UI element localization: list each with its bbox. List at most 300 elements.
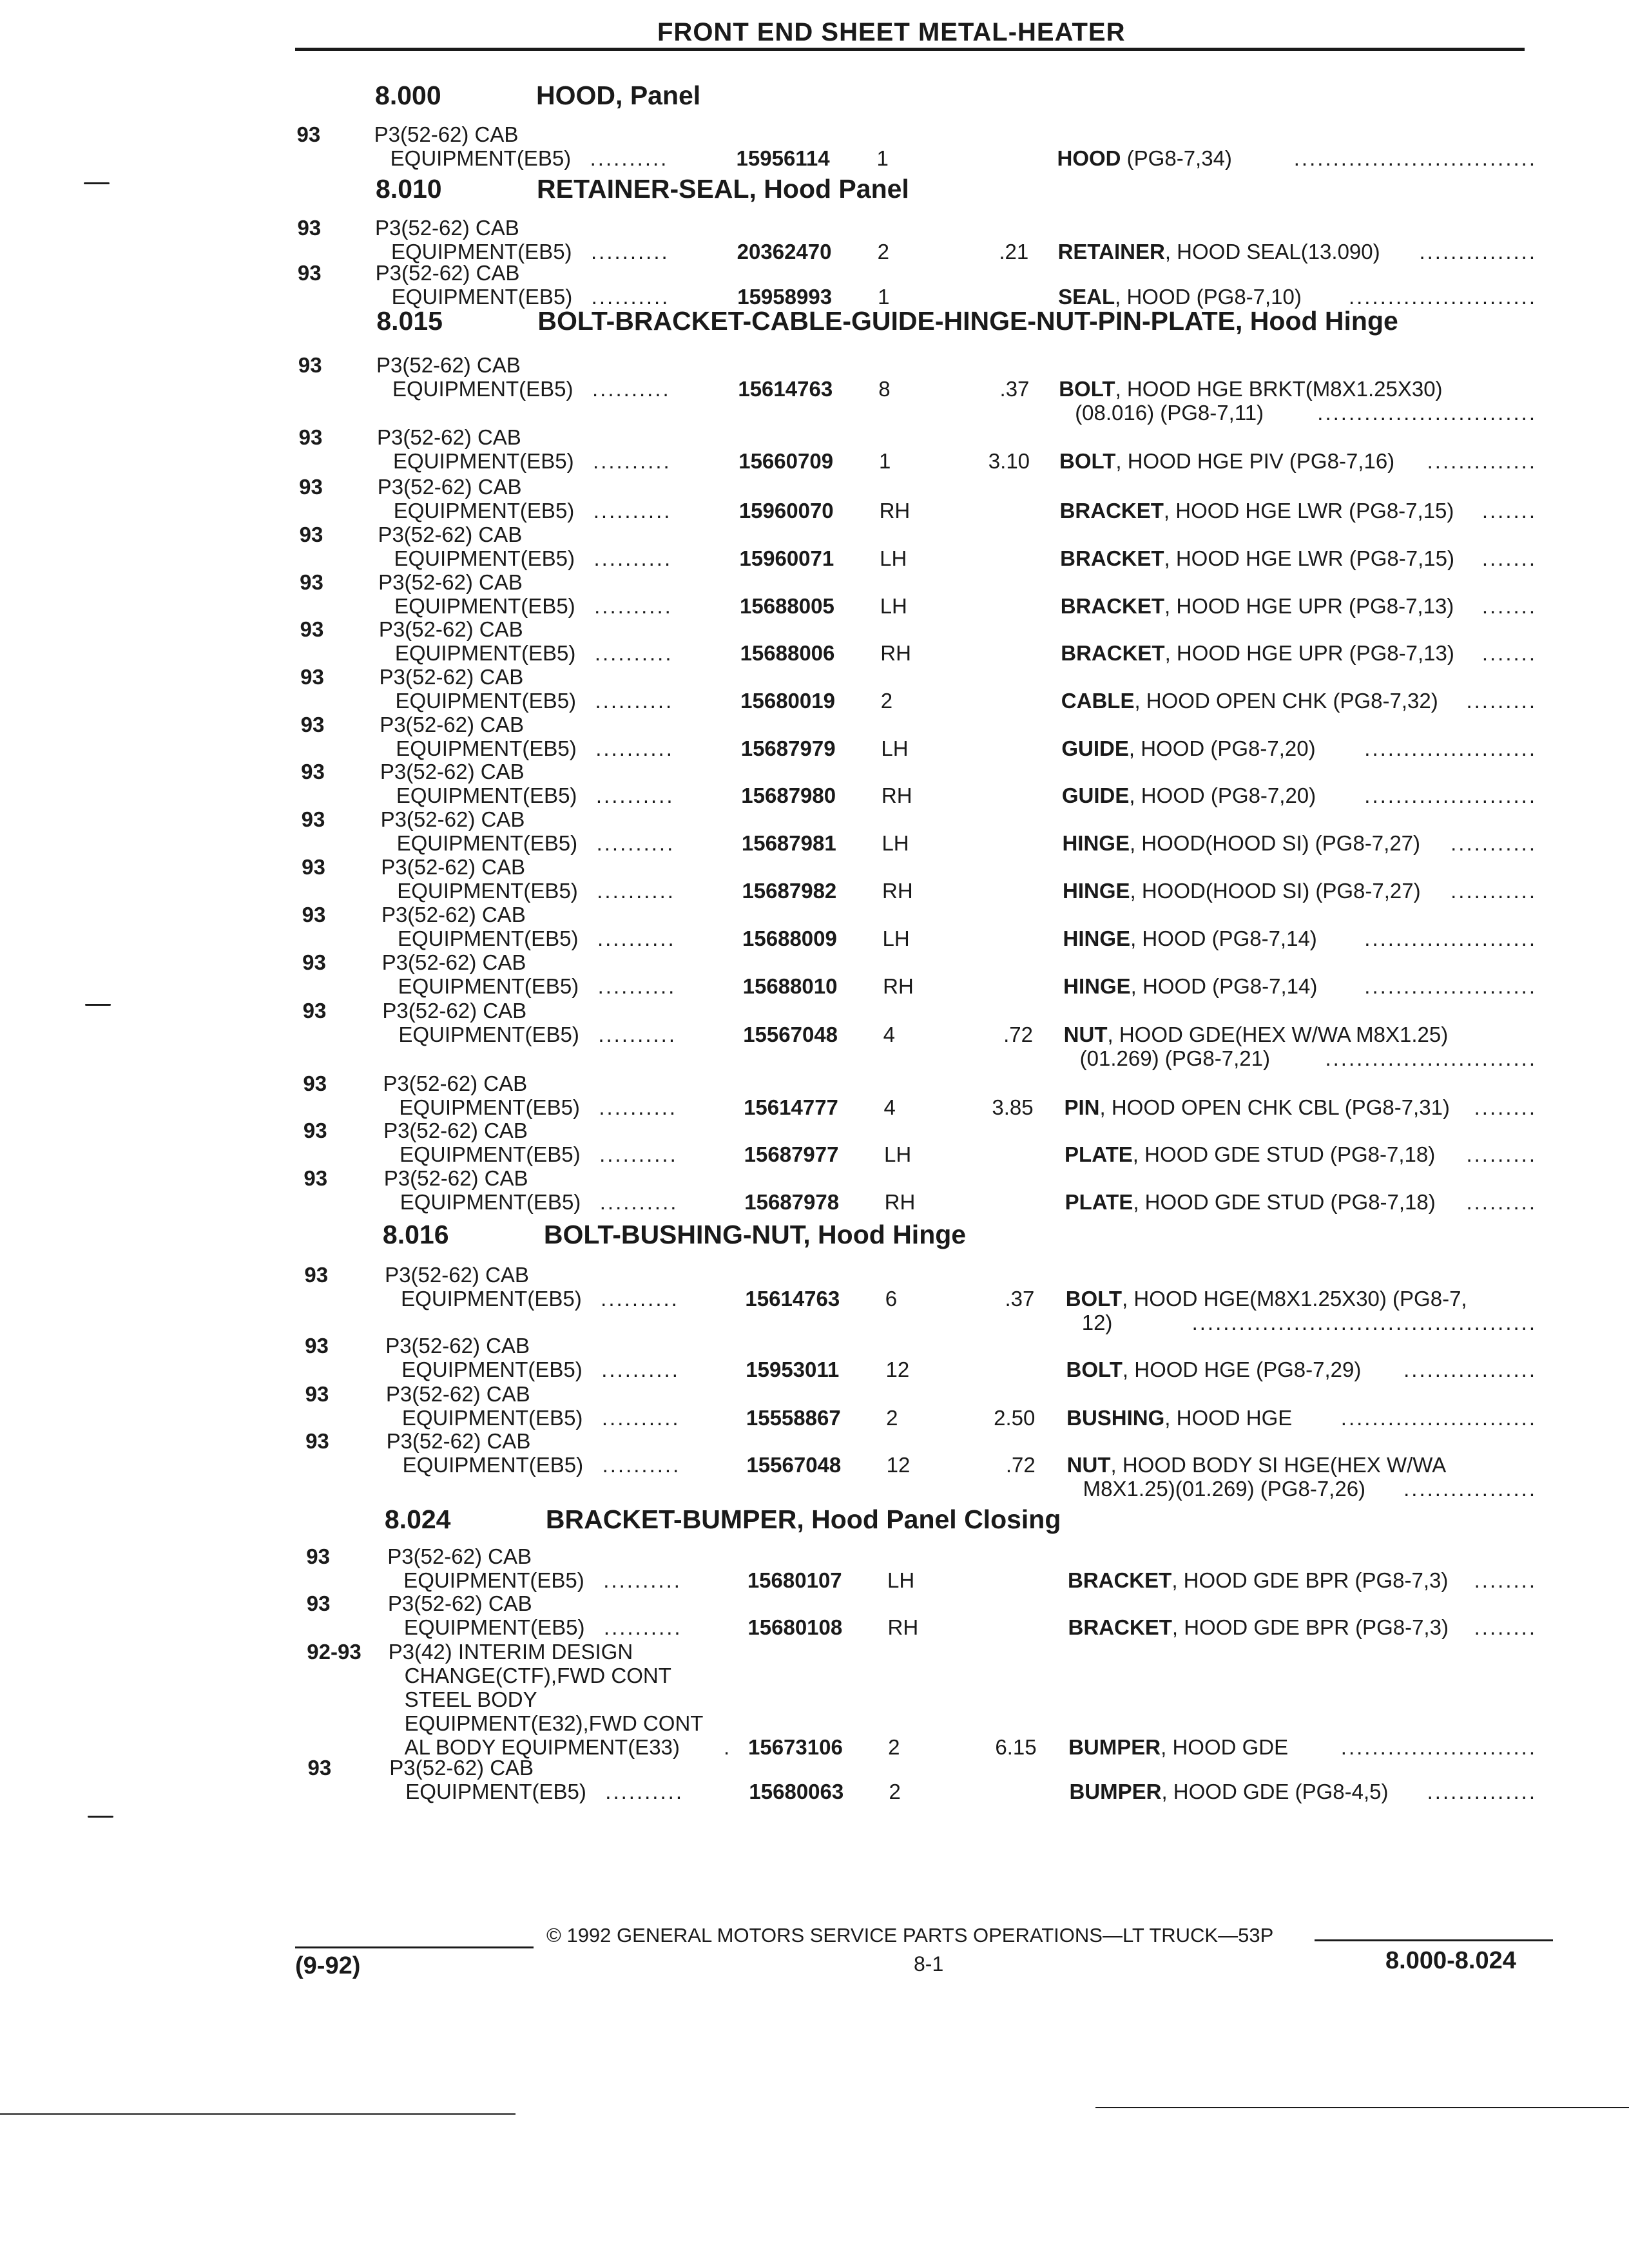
part-row: [0, 475, 1629, 529]
part-number: 15567048: [746, 1453, 842, 1477]
part-number: 15956114: [736, 146, 830, 170]
part-number: 15680108: [747, 1615, 843, 1639]
part-number: 15953011: [746, 1358, 840, 1381]
part-row: [0, 903, 1629, 957]
section-number: 8.024: [384, 1504, 451, 1534]
application-line-1: P3(52-62) CAB: [385, 1334, 530, 1358]
part-description: [1060, 499, 1454, 523]
model-year: 93: [302, 855, 325, 879]
part-detail: , HOOD(HOOD SI) (PG8-7,27): [1130, 879, 1421, 903]
section-name: BRACKET-BUMPER, Hood Panel Closing: [545, 1504, 1061, 1534]
leader-dots: ...........: [1451, 831, 1537, 855]
application-line-2: EQUIPMENT(EB5): [394, 594, 575, 618]
part-row: [0, 425, 1629, 479]
section-number: 8.015: [376, 306, 443, 336]
part-detail: , HOOD GDE BPR (PG8-7,3): [1171, 1568, 1449, 1592]
application-line-2: EQUIPMENT(EB5): [403, 1615, 585, 1639]
application-line-2: EQUIPMENT(EB5): [401, 1287, 582, 1311]
part-description: [1061, 736, 1315, 761]
part-description: [1062, 831, 1420, 856]
quantity: 2: [877, 240, 889, 264]
part-name: BRACKET: [1060, 594, 1165, 618]
unit-price: .37: [999, 377, 1030, 401]
part-detail: , HOOD HGE (PG8-7,29): [1122, 1358, 1362, 1381]
part-description: [1066, 1358, 1362, 1382]
part-detail: , HOOD HGE: [1164, 1406, 1293, 1430]
quantity: RH: [883, 974, 914, 998]
footer-rule-left: [295, 1946, 534, 1948]
application-line-2: EQUIPMENT(EB5): [396, 783, 577, 807]
application-line-1: P3(52-62) CAB: [375, 216, 519, 240]
quantity: 2: [886, 1406, 898, 1430]
leader-dots: ..........: [605, 1780, 684, 1803]
footer-date: (9-92): [295, 1952, 361, 1979]
part-number: 15687978: [744, 1190, 840, 1214]
footer-rule-right: [1315, 1939, 1553, 1941]
part-name: PIN: [1064, 1095, 1100, 1119]
application-line-1: P3(52-62) CAB: [386, 1429, 531, 1453]
part-row: [0, 1263, 1629, 1334]
application-line-2: EQUIPMENT(EB5): [391, 285, 573, 309]
part-detail: , HOOD OPEN CHK (PG8-7,32): [1134, 689, 1438, 713]
quantity: RH: [879, 499, 911, 523]
part-name: HINGE: [1063, 974, 1131, 998]
model-year: 92-93: [307, 1640, 361, 1664]
part-description: [1068, 1615, 1449, 1640]
application-line-1: P3(52-62) CAB: [378, 570, 523, 594]
leader-dots: ..........: [595, 783, 675, 807]
part-name: BRACKET: [1061, 641, 1165, 665]
quantity: LH: [882, 927, 910, 950]
part-detail: , HOOD HGE UPR (PG8-7,13): [1164, 594, 1454, 618]
part-description: [1067, 1453, 1447, 1477]
part-detail: , HOOD GDE (PG8-4,5): [1161, 1780, 1389, 1803]
application-line-1: P3(52-62) CAB: [380, 760, 525, 783]
part-row: [0, 1166, 1629, 1220]
application-line-1: P3(52-62) CAB: [381, 950, 526, 974]
section-number: 8.016: [382, 1220, 449, 1249]
part-number: 15958993: [737, 285, 833, 309]
part-number: 15688006: [740, 641, 835, 665]
part-number: 15680107: [747, 1568, 842, 1592]
application-line-2: EQUIPMENT(EB5): [396, 831, 578, 855]
part-row: [0, 665, 1629, 719]
part-detail: , HOOD HGE LWR (PG8-7,15): [1164, 546, 1454, 570]
part-description: [1060, 546, 1454, 571]
leader-dots: ..........: [602, 1453, 681, 1477]
model-year: 93: [306, 1544, 330, 1568]
model-year: 93: [299, 523, 323, 546]
quantity: RH: [880, 641, 911, 665]
quantity: 2: [888, 1735, 900, 1759]
leader-dots: .......: [1481, 641, 1537, 665]
application-line-2: EQUIPMENT(EB5): [397, 927, 579, 950]
leader-dots: ..........: [590, 146, 669, 170]
application-line-1: P3(52-62) CAB: [380, 807, 525, 831]
part-name: HINGE: [1063, 879, 1130, 903]
application-line-1: P3(52-62) CAB: [378, 617, 523, 641]
leader-dots: ..........: [593, 449, 671, 473]
part-number: 15680019: [740, 689, 835, 713]
leader-dots: ..........: [601, 1287, 679, 1311]
quantity: RH: [881, 783, 912, 807]
part-description: [1059, 377, 1442, 401]
model-year: 93: [304, 1166, 328, 1190]
part-detail: , HOOD HGE(M8X1.25X30) (PG8-7,: [1122, 1287, 1467, 1311]
quantity: LH: [880, 594, 907, 618]
part-name: BUMPER: [1068, 1735, 1161, 1759]
quantity: LH: [882, 831, 909, 855]
quantity: 1: [876, 146, 889, 170]
part-description: [1063, 974, 1317, 999]
application-line-2: EQUIPMENT(EB5): [400, 1190, 581, 1214]
application-line-2: EQUIPMENT(EB5): [395, 689, 577, 713]
application-line-1: P3(52-62) CAB: [383, 1072, 528, 1095]
quantity: RH: [887, 1615, 919, 1639]
part-name: SEAL: [1058, 285, 1115, 309]
leader-dots: ...............: [1419, 240, 1537, 264]
model-year: 93: [299, 475, 323, 499]
part-description: [1066, 1287, 1467, 1311]
leader-dots: ..........: [595, 736, 674, 760]
model-year: 93: [305, 1334, 329, 1358]
section-name: BOLT-BRACKET-CABLE-GUIDE-HINGE-NUT-PIN-PLATE, Hood Hinge: [537, 306, 1398, 336]
part-description: [1059, 449, 1394, 474]
part-name: BUSHING: [1066, 1406, 1165, 1430]
part-number: 15567048: [743, 1023, 838, 1046]
part-name: RETAINER: [1057, 240, 1165, 264]
section-name: RETAINER-SEAL, Hood Panel: [537, 174, 909, 204]
part-description: [1062, 783, 1316, 808]
leader-dots: .......: [1481, 499, 1537, 523]
part-row: [0, 1591, 1629, 1646]
application-line-1: P3(52-62) CAB: [375, 261, 520, 285]
part-description: [1066, 1406, 1292, 1430]
part-number: 15614763: [738, 377, 833, 401]
model-year: 93: [303, 1119, 327, 1142]
model-year: 93: [304, 1263, 329, 1287]
application-line-1: P3(52-62) CAB: [385, 1263, 529, 1287]
leader-dots: .................: [1403, 1358, 1537, 1381]
part-detail: , HOOD OPEN CHK CBL (PG8-7,31): [1099, 1095, 1450, 1119]
part-name: HINGE: [1062, 831, 1130, 855]
part-number: 15688010: [742, 974, 838, 998]
leader-dots: ......................: [1364, 927, 1537, 950]
part-row: [0, 1544, 1629, 1599]
unit-price: .37: [1005, 1287, 1035, 1311]
part-description: [1061, 641, 1454, 666]
application-line-1: P3(52-62) CAB: [374, 122, 519, 146]
leader-dots: ...............................: [1293, 146, 1537, 170]
leader-dots: .........................: [1340, 1406, 1537, 1430]
model-year: 93: [303, 1072, 327, 1095]
model-year: 93: [297, 261, 322, 285]
part-detail: , HOOD BODY SI HGE(HEX W/WA: [1110, 1453, 1447, 1477]
part-detail: , HOOD(HOOD SI) (PG8-7,27): [1129, 831, 1421, 855]
leader-dots: .........................: [1340, 1735, 1537, 1759]
application-line-extra: CHANGE(CTF),FWD CONT: [404, 1664, 671, 1687]
part-detail: , HOOD GDE STUD (PG8-7,18): [1133, 1190, 1436, 1214]
part-number: 15688005: [739, 594, 834, 618]
part-number: 15687979: [740, 736, 836, 760]
leader-dots: ..........: [599, 1190, 679, 1214]
part-row: [0, 713, 1629, 767]
part-description: [1068, 1568, 1448, 1593]
part-number: 15687980: [741, 783, 836, 807]
leader-dots: ......................: [1364, 783, 1537, 807]
part-row: [0, 950, 1629, 1004]
footer-section-range: 8.000-8.024: [1385, 1947, 1516, 1974]
part-number: 15673106: [748, 1735, 843, 1759]
part-description: [1063, 879, 1421, 903]
application-line-1: P3(52-62) CAB: [377, 425, 521, 449]
application-line-1: P3(52-62) CAB: [381, 855, 526, 879]
part-row: [0, 807, 1629, 861]
part-description-line-2: M8X1.25)(01.269) (PG8-7,26): [1083, 1477, 1366, 1501]
part-name: HINGE: [1063, 927, 1131, 950]
part-description: [1057, 146, 1232, 171]
application-line-extra: EQUIPMENT(E32),FWD CONT: [404, 1711, 704, 1735]
part-detail: , HOOD SEAL(13.090): [1164, 240, 1380, 264]
leader-dots: ..........: [592, 377, 671, 401]
part-row: [0, 760, 1629, 814]
part-detail: (PG8-7,34): [1121, 146, 1232, 170]
leader-dots: ...........: [1451, 879, 1537, 903]
model-year: 93: [302, 950, 326, 974]
leader-dots: ...........................: [1325, 1046, 1537, 1070]
application-line-1: P3(42) INTERIM DESIGN: [388, 1640, 633, 1664]
part-detail: , HOOD HGE LWR (PG8-7,15): [1163, 499, 1454, 523]
margin-mark: [85, 1004, 111, 1006]
leader-dots: ..........: [594, 641, 673, 665]
part-detail: , HOOD HGE UPR (PG8-7,13): [1164, 641, 1454, 665]
margin-mark: [84, 182, 110, 184]
part-number: 20362470: [737, 240, 832, 264]
part-detail: , HOOD (PG8-7,20): [1128, 736, 1316, 760]
leader-dots: ..........: [597, 879, 675, 903]
part-name: NUT: [1066, 1453, 1111, 1477]
application-line-2: EQUIPMENT(EB5): [399, 1095, 580, 1119]
application-line-2: EQUIPMENT(EB5): [398, 974, 579, 998]
model-year: 93: [302, 999, 327, 1023]
model-year: 93: [296, 122, 321, 146]
model-year: 93: [300, 713, 325, 736]
part-detail: , HOOD (PG8-7,14): [1130, 927, 1317, 950]
model-year: 93: [300, 665, 324, 689]
part-number: 15687982: [742, 879, 837, 903]
part-detail: , HOOD (PG8-7,14): [1130, 974, 1318, 998]
part-row: [0, 523, 1629, 577]
application-line-2: EQUIPMENT(EB5): [401, 1358, 583, 1381]
model-year: 93: [297, 216, 322, 240]
quantity: LH: [884, 1142, 912, 1166]
application-line-2: EQUIPMENT(EB5): [391, 240, 572, 264]
leader-dots: ..........: [599, 1095, 678, 1119]
part-number: 15688009: [742, 927, 837, 950]
margin-mark: [88, 1816, 113, 1818]
application-line-2: AL BODY EQUIPMENT(E33): [404, 1735, 680, 1759]
application-line-2: EQUIPMENT(EB5): [405, 1780, 586, 1803]
application-line-1: P3(52-62) CAB: [378, 523, 523, 546]
application-line-1: P3(52-62) CAB: [376, 353, 521, 377]
leader-dots: .........: [1466, 1142, 1537, 1166]
leader-dots: ..........: [595, 689, 674, 713]
part-number: 15660709: [738, 449, 834, 473]
leader-dots: ..........: [598, 1023, 677, 1046]
application-line-2: EQUIPMENT(EB5): [390, 146, 572, 170]
model-year: 93: [298, 425, 323, 449]
part-description: [1065, 1142, 1435, 1167]
part-number: 15614777: [744, 1095, 838, 1119]
quantity: 12: [886, 1453, 911, 1477]
part-detail: , HOOD GDE BPR (PG8-7,3): [1171, 1615, 1449, 1639]
part-detail: , HOOD GDE(HEX W/WA M8X1.25): [1107, 1023, 1449, 1046]
part-description: [1065, 1095, 1450, 1120]
part-number: 15680063: [749, 1780, 844, 1803]
leader-dots: ........................: [1348, 285, 1537, 309]
leader-dots: ......................: [1364, 736, 1537, 760]
part-name: BRACKET: [1068, 1615, 1172, 1639]
quantity: LH: [880, 546, 907, 570]
part-name: BUMPER: [1069, 1780, 1162, 1803]
part-description: [1065, 1190, 1436, 1215]
model-year: 93: [301, 760, 325, 783]
application-line-1: P3(52-62) CAB: [383, 1166, 528, 1190]
part-detail: , HOOD (PG8-7,10): [1115, 285, 1302, 309]
part-name: PLATE: [1065, 1190, 1133, 1214]
part-row: [0, 1119, 1629, 1173]
header-rule: [295, 48, 1525, 51]
model-year: 93: [306, 1591, 331, 1615]
application-line-2: EQUIPMENT(EB5): [392, 377, 574, 401]
part-description-line-2: 12): [1081, 1311, 1113, 1334]
application-line-2: EQUIPMENT(EB5): [394, 546, 575, 570]
quantity: RH: [884, 1190, 916, 1214]
application-line-1: P3(52-62) CAB: [377, 475, 522, 499]
quantity: LH: [887, 1568, 915, 1592]
part-row: [0, 1429, 1629, 1501]
unit-price: .72: [1003, 1023, 1034, 1046]
leader-dots: ..........: [603, 1615, 682, 1639]
leader-dots: ..........: [603, 1568, 682, 1592]
part-number: 15687981: [741, 831, 836, 855]
part-description-line-2: (08.016) (PG8-7,11): [1075, 401, 1264, 425]
quantity: RH: [882, 879, 913, 903]
part-name: GUIDE: [1061, 736, 1129, 760]
leader-dots: .................: [1403, 1477, 1537, 1501]
part-name: HOOD: [1057, 146, 1121, 170]
application-line-1: P3(52-62) CAB: [381, 903, 526, 927]
part-name: BOLT: [1065, 1287, 1123, 1311]
leader-dots: .........: [1466, 1190, 1537, 1214]
quantity: 1: [879, 449, 891, 473]
application-line-2: EQUIPMENT(EB5): [402, 1453, 584, 1477]
section-number: 8.000: [375, 81, 441, 110]
leader-dots: ........: [1474, 1095, 1537, 1119]
application-line-2: EQUIPMENT(EB5): [403, 1568, 584, 1592]
part-description: [1061, 594, 1454, 619]
leader-dots: ..........: [597, 927, 676, 950]
part-row: [0, 1756, 1629, 1810]
leader-dots: ..........: [593, 499, 672, 523]
part-name: BOLT: [1059, 449, 1116, 473]
part-detail: , HOOD GDE STUD (PG8-7,18): [1132, 1142, 1436, 1166]
model-year: 93: [298, 353, 322, 377]
application-line-2: EQUIPMENT(EB5): [398, 1023, 579, 1046]
quantity: 2: [889, 1780, 901, 1803]
application-line-1: P3(52-62) CAB: [382, 999, 527, 1023]
part-detail: , HOOD (PG8-7,20): [1129, 783, 1316, 807]
part-description: [1064, 1023, 1449, 1047]
part-name: BRACKET: [1060, 546, 1164, 570]
application-line-1: P3(52-62) CAB: [385, 1382, 530, 1406]
quantity: 4: [883, 1095, 896, 1119]
model-year: 93: [300, 570, 323, 594]
leader-dots: ..........: [597, 974, 677, 998]
page-title: FRONT END SHEET METAL-HEATER: [657, 18, 1126, 46]
leader-dots: ............................: [1317, 401, 1537, 425]
part-detail: , HOOD HGE BRKT(M8X1.25X30): [1115, 377, 1443, 401]
model-year: 93: [300, 617, 324, 641]
part-detail: , HOOD HGE PIV (PG8-7,16): [1115, 449, 1395, 473]
leader-dots: ..........: [601, 1406, 680, 1430]
bottom-scan-line: [0, 2113, 516, 2115]
part-number: 15960070: [738, 499, 834, 523]
application-line-1: P3(52-62) CAB: [387, 1544, 532, 1568]
unit-price: 6.15: [995, 1735, 1037, 1759]
leader-dots: ..........: [591, 285, 670, 309]
application-line-1: P3(52-62) CAB: [383, 1119, 528, 1142]
part-name: CABLE: [1061, 689, 1135, 713]
quantity: 4: [883, 1023, 896, 1046]
part-name: NUT: [1063, 1023, 1108, 1046]
application-line-2: EQUIPMENT(EB5): [396, 736, 577, 760]
unit-price: 2.50: [994, 1406, 1036, 1430]
application-line-1: P3(52-62) CAB: [387, 1591, 532, 1615]
part-row: [0, 999, 1629, 1070]
leader-dots: ..............: [1427, 1780, 1537, 1803]
leader-dots: ..........: [601, 1358, 680, 1381]
leader-dots: ........: [1474, 1615, 1537, 1639]
quantity: 8: [878, 377, 891, 401]
unit-price: 3.10: [988, 449, 1030, 473]
part-row: [0, 1382, 1629, 1436]
quantity: 1: [878, 285, 890, 309]
footer-page-number: 8-1: [914, 1952, 944, 1975]
quantity: LH: [881, 736, 909, 760]
part-row: [0, 617, 1629, 671]
application-line-2: EQUIPMENT(EB5): [394, 641, 576, 665]
part-number: 15687977: [744, 1142, 839, 1166]
part-number: 15960071: [739, 546, 834, 570]
leader-dots: ............................................: [1191, 1311, 1537, 1334]
application-line-extra: STEEL BODY: [404, 1687, 537, 1711]
part-row: [0, 1640, 1629, 1765]
application-line-2: EQUIPMENT(EB5): [393, 499, 575, 523]
part-row: [0, 1334, 1629, 1388]
part-number: 15614763: [745, 1287, 840, 1311]
application-line-2: EQUIPMENT(EB5): [393, 449, 574, 473]
part-name: GUIDE: [1061, 783, 1130, 807]
leader-dots: ..........: [591, 240, 670, 264]
part-row: [0, 122, 1629, 177]
quantity: 12: [885, 1358, 910, 1381]
part-row: [0, 570, 1629, 624]
leader-dots: ......................: [1364, 974, 1537, 998]
leader-dots: .: [724, 1735, 732, 1759]
part-description: [1061, 689, 1438, 713]
model-year: 93: [305, 1382, 329, 1406]
